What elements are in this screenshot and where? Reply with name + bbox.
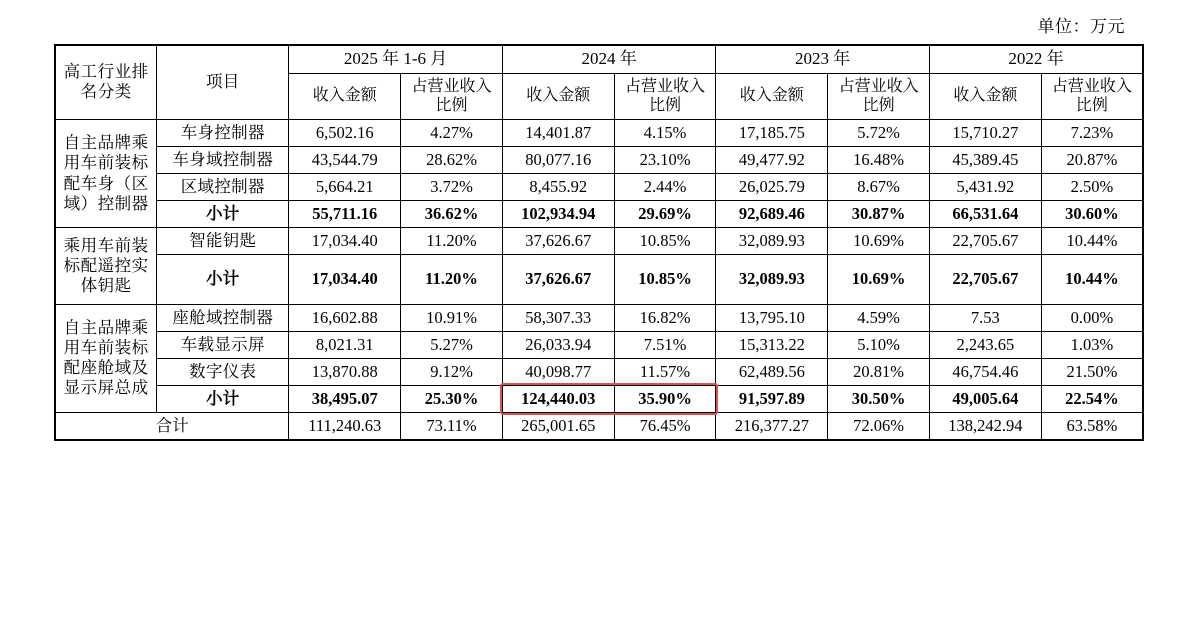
cell-value: 62,489.56 [716,358,828,385]
table-header [55,45,1143,119]
cell-value: 1.03% [1041,331,1143,358]
cell-value: 10.69% [828,228,930,255]
cell-value: 10.85% [614,228,716,255]
cell-value: 0.00% [1041,304,1143,331]
row-item: 数字仪表 [157,358,289,385]
cell-value: 29.69% [614,201,716,228]
cell-value: 58,307.33 [502,304,614,331]
cell-value: 15,710.27 [929,119,1041,146]
table-row [55,146,1143,173]
financial-table-container [54,44,1144,441]
cell-value: 32,089.93 [716,228,828,255]
table-row-subtotal [55,255,1143,304]
header-category: 高工行业排名分类 [55,45,157,119]
header-period-3: 2022 年 [929,45,1143,73]
cell-value: 17,185.75 [716,119,828,146]
cell-value: 10.69% [828,255,930,304]
cell-value: 9.12% [401,358,503,385]
cell-value: 20.87% [1041,146,1143,173]
table-body [55,119,1143,440]
header-ratio-2: 占营业收入比例 [828,73,930,119]
header-amount-0: 收入金额 [289,73,401,119]
cell-value: 46,754.46 [929,358,1041,385]
cell-value: 3.72% [401,174,503,201]
cell-value: 36.62% [401,201,503,228]
cell-value: 7.51% [614,331,716,358]
cell-value: 5,664.21 [289,174,401,201]
row-item: 智能钥匙 [157,228,289,255]
cell-value: 5,431.92 [929,174,1041,201]
cell-value: 11.20% [401,228,503,255]
table-row-subtotal [55,201,1143,228]
cell-value: 8.67% [828,174,930,201]
table-row [55,358,1143,385]
row-item: 车载显示屏 [157,331,289,358]
cell-value: 11.57% [614,358,716,385]
cell-value: 15,313.22 [716,331,828,358]
cell-value: 63.58% [1041,413,1143,441]
cell-value-highlighted: 124,440.03 [502,385,614,412]
cell-value: 10.44% [1041,228,1143,255]
cell-value: 2.50% [1041,174,1143,201]
cell-value: 11.20% [401,255,503,304]
table-row [55,174,1143,201]
row-item: 小计 [157,255,289,304]
cell-value: 5.27% [401,331,503,358]
cell-value: 16,602.88 [289,304,401,331]
cell-value: 40,098.77 [502,358,614,385]
row-item: 车身域控制器 [157,146,289,173]
cell-value: 5.72% [828,119,930,146]
row-item: 小计 [157,201,289,228]
table-row-total [55,413,1143,441]
row-item: 小计 [157,385,289,412]
cell-value: 10.44% [1041,255,1143,304]
cell-value: 91,597.89 [716,385,828,412]
cell-value: 16.48% [828,146,930,173]
cell-value: 111,240.63 [289,413,401,441]
cell-value: 8,021.31 [289,331,401,358]
cell-value: 5.10% [828,331,930,358]
cell-value: 16.82% [614,304,716,331]
unit-note: 单位：万元 [1037,17,1125,36]
header-period-0: 2025 年 1-6 月 [289,45,503,73]
cell-value: 2,243.65 [929,331,1041,358]
total-label: 合计 [55,413,289,441]
cell-value: 23.10% [614,146,716,173]
cell-value: 25.30% [401,385,503,412]
cell-value: 32,089.93 [716,255,828,304]
row-item: 区域控制器 [157,174,289,201]
cell-value: 265,001.65 [502,413,614,441]
header-amount-2: 收入金额 [716,73,828,119]
cell-value: 8,455.92 [502,174,614,201]
header-ratio-3: 占营业收入比例 [1041,73,1143,119]
cell-value: 7.53 [929,304,1041,331]
header-period-2: 2023 年 [716,45,930,73]
cell-value: 13,870.88 [289,358,401,385]
table-row [55,228,1143,255]
cell-value: 20.81% [828,358,930,385]
table-row-subtotal [55,385,1143,412]
cell-value: 73.11% [401,413,503,441]
cell-value: 22.54% [1041,385,1143,412]
cell-value: 72.06% [828,413,930,441]
row-item: 车身控制器 [157,119,289,146]
cell-value: 216,377.27 [716,413,828,441]
table-row [55,331,1143,358]
header-item: 项目 [157,45,289,119]
cell-value: 45,389.45 [929,146,1041,173]
cell-value: 30.60% [1041,201,1143,228]
table-row [55,119,1143,146]
cell-value: 30.50% [828,385,930,412]
header-period-1: 2024 年 [502,45,716,73]
cell-value: 4.15% [614,119,716,146]
cell-value: 22,705.67 [929,255,1041,304]
cell-value: 37,626.67 [502,228,614,255]
cell-value: 17,034.40 [289,228,401,255]
cell-value: 21.50% [1041,358,1143,385]
header-row-periods [55,45,1143,73]
cell-value: 76.45% [614,413,716,441]
cell-value: 2.44% [614,174,716,201]
cell-value-highlighted: 35.90% [614,385,716,412]
group-category-0: 自主品牌乘用车前装标配车身（区域）控制器 [55,119,157,228]
cell-value: 10.85% [614,255,716,304]
revenue-breakdown-table [54,44,1144,441]
cell-value: 49,477.92 [716,146,828,173]
cell-value: 38,495.07 [289,385,401,412]
cell-value: 37,626.67 [502,255,614,304]
cell-value: 6,502.16 [289,119,401,146]
cell-value: 43,544.79 [289,146,401,173]
cell-value: 4.59% [828,304,930,331]
header-amount-1: 收入金额 [502,73,614,119]
group-category-1: 乘用车前装标配遥控实体钥匙 [55,228,157,304]
cell-value: 49,005.64 [929,385,1041,412]
row-item: 座舱域控制器 [157,304,289,331]
cell-value: 13,795.10 [716,304,828,331]
header-ratio-1: 占营业收入比例 [614,73,716,119]
header-ratio-0: 占营业收入比例 [401,73,503,119]
group-category-2: 自主品牌乘用车前装标配座舱域及显示屏总成 [55,304,157,413]
cell-value: 66,531.64 [929,201,1041,228]
cell-value: 26,033.94 [502,331,614,358]
cell-value: 14,401.87 [502,119,614,146]
cell-value: 92,689.46 [716,201,828,228]
cell-value: 17,034.40 [289,255,401,304]
cell-value: 4.27% [401,119,503,146]
cell-value: 26,025.79 [716,174,828,201]
cell-value: 7.23% [1041,119,1143,146]
cell-value: 138,242.94 [929,413,1041,441]
cell-value: 22,705.67 [929,228,1041,255]
cell-value: 55,711.16 [289,201,401,228]
cell-value: 10.91% [401,304,503,331]
cell-value: 80,077.16 [502,146,614,173]
cell-value: 28.62% [401,146,503,173]
header-amount-3: 收入金额 [929,73,1041,119]
cell-value: 30.87% [828,201,930,228]
cell-value: 102,934.94 [502,201,614,228]
table-row [55,304,1143,331]
